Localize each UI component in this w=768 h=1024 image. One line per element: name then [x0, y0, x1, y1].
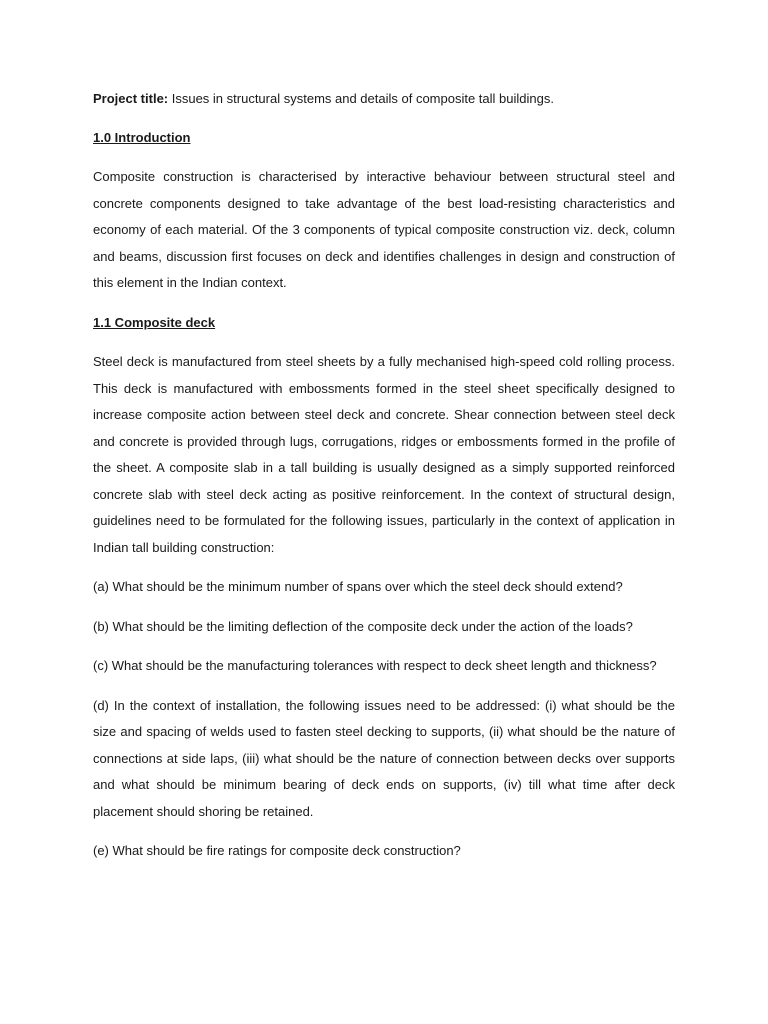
question-c: (c) What should be the manufacturing tolerances with respect to deck sheet length and thickness?: [93, 658, 657, 673]
project-title-label: Project title:: [93, 91, 169, 106]
question-a: (a) What should be the minimum number of spans over which the steel deck should extend?: [93, 579, 623, 594]
project-title: [93, 86, 675, 113]
composite-deck-heading: 1.1 Composite deck: [93, 314, 216, 330]
question-d: (d) In the context of installation, the following issues need to be addressed: (i) what should be the size and spacing of welds used to fasten steel decking to supports, (ii) what should be the nature of connections at side laps, (iii) what should be the nature of connection between decks over supports and what should be minimum bearing of deck ends on supports, (iv) till what time after deck placement should shoring be retained.: [93, 697, 675, 819]
composite-deck-paragraph: Steel deck is manufactured from steel sheets by a fully mechanised high-speed cold rolling process. This deck is manufactured with embossments formed in the steel sheet specifically designed to increase composite action between steel deck and concrete. Shear connection between steel deck and concrete is provided through lugs, corrugations, ridges or embossments formed in the profile of the sheet. A composite slab in a tall building is usually designed as a simply supported reinforced concrete slab with steel deck acting as positive reinforcement. In the context of structural design, guidelines need to be formulated for the following issues, particularly in the context of application in Indian tall building construction:: [93, 354, 675, 555]
intro-paragraph: Composite construction is characterised by interactive behaviour between structural steel and concrete components designed to take advantage of the best load-resisting characteristics and economy of each material. Of the 3 components of typical composite construction viz. deck, column and beams, discussion first focuses on deck and identifies challenges in design and construction of this element in the Indian context.: [93, 169, 675, 290]
project-title-text: Issues in structural systems and details of composite tall buildings.: [168, 91, 554, 106]
intro-heading: 1.0 Introduction: [93, 129, 191, 145]
question-e: (e) What should be fire ratings for composite deck construction?: [93, 843, 461, 858]
document-page: [93, 86, 675, 878]
question-b: (b) What should be the limiting deflection of the composite deck under the action of the loads?: [93, 618, 633, 634]
